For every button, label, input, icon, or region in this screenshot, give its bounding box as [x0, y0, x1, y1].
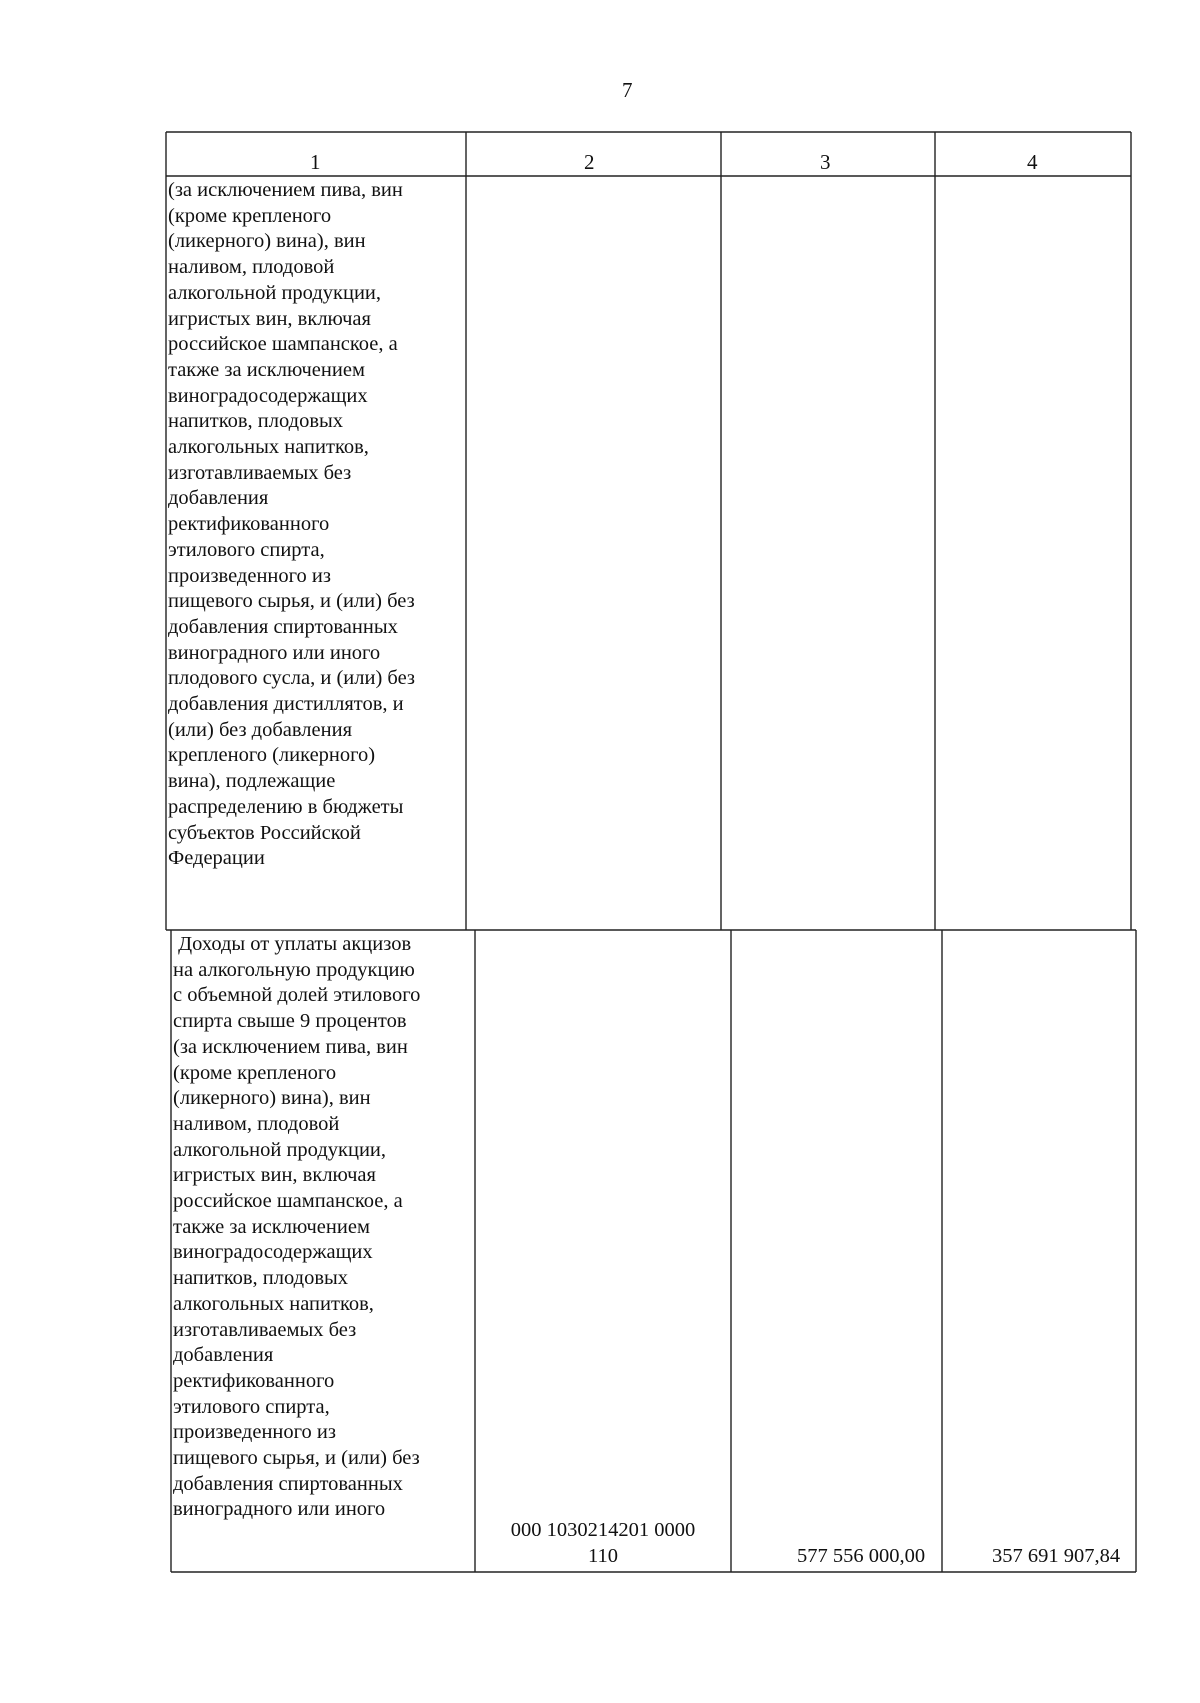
description-line: (за исключением пива, вин [168, 179, 403, 201]
description-line: добавления спиртованных [168, 615, 398, 638]
description-line: (ликерного) вина), вин [168, 230, 366, 253]
table-row-2-code [478, 1518, 728, 1569]
table-row-2-plan: 577 556 000,00 [797, 1545, 926, 1567]
page-number: 7 [622, 78, 633, 102]
description-line: Федерации [168, 847, 265, 870]
description-line: вина), подлежащие [168, 770, 336, 793]
description-line: ректификованного [173, 1369, 335, 1392]
description-line: (кроме крепленого [173, 1061, 337, 1084]
description-line: также за исключением [173, 1215, 370, 1238]
description-line: напитков, плодовых [168, 410, 344, 433]
description-line: Доходы от уплаты акцизов [173, 933, 412, 955]
description-line: изготавливаемых без [173, 1318, 357, 1341]
description-line: наливом, плодовой [168, 256, 335, 279]
description-line: добавления [173, 1344, 274, 1367]
description-line: этилового спирта, [168, 538, 325, 561]
description-line: алкогольных напитков, [173, 1292, 374, 1315]
description-line: (ликерного) вина), вин [173, 1087, 371, 1110]
code-line-1: 000 1030214201 0000 [510, 1519, 696, 1541]
description-line: наливом, плодовой [173, 1112, 340, 1135]
description-line: ректификованного [168, 513, 330, 536]
description-line: с объемной долей этилового [173, 984, 421, 1007]
description-line: виноградного или иного [173, 1498, 386, 1521]
table-row-2-description [173, 932, 420, 1523]
description-line: добавления дистиллятов, и [168, 693, 404, 716]
column-header-1: 1 [310, 150, 321, 174]
description-line: алкогольных напитков, [168, 436, 369, 459]
description-line: алкогольной продукции, [173, 1138, 387, 1161]
description-line: (за исключением пива, вин [173, 1035, 408, 1058]
column-header-2: 2 [584, 150, 595, 174]
table-row-1-description [168, 178, 415, 872]
description-line: напитков, плодовых [173, 1267, 349, 1290]
table-row-2-actual: 357 691 907,84 [992, 1545, 1121, 1567]
description-line: российское шампанское, а [168, 333, 398, 356]
description-line: спирта свыше 9 процентов [173, 1010, 407, 1033]
description-line: распределению в бюджеты [168, 795, 404, 818]
description-line: добавления спиртованных [173, 1472, 403, 1495]
description-line: добавления [168, 487, 269, 510]
description-line: этилового спирта, [173, 1395, 330, 1418]
column-header-4: 4 [1027, 150, 1038, 174]
description-line: алкогольной продукции, [168, 281, 382, 304]
description-line: плодового сусла, и (или) без [168, 667, 416, 690]
description-line: виноградосодержащих [173, 1241, 373, 1264]
description-line: виноградосодержащих [168, 384, 368, 407]
description-line: субъектов Российской [168, 821, 361, 844]
description-line: российское шампанское, а [173, 1190, 403, 1213]
code-line-2: 110 [588, 1544, 618, 1567]
description-line: также за исключением [168, 358, 365, 381]
description-line: на алкогольную продукцию [173, 958, 415, 981]
description-line: игристых вин, включая [173, 1164, 376, 1187]
description-line: произведенного из [168, 564, 331, 587]
description-line: произведенного из [173, 1421, 336, 1444]
description-line: крепленого (ликерного) [168, 744, 376, 767]
description-line: (или) без добавления [168, 718, 352, 741]
description-line: виноградного или иного [168, 641, 381, 664]
column-header-3: 3 [820, 150, 831, 174]
description-line: пищевого сырья, и (или) без [168, 590, 415, 613]
description-line: изготавливаемых без [168, 461, 352, 484]
description-line: игристых вин, включая [168, 307, 371, 330]
description-line: (кроме крепленого [168, 204, 332, 227]
description-line: пищевого сырья, и (или) без [173, 1447, 420, 1470]
